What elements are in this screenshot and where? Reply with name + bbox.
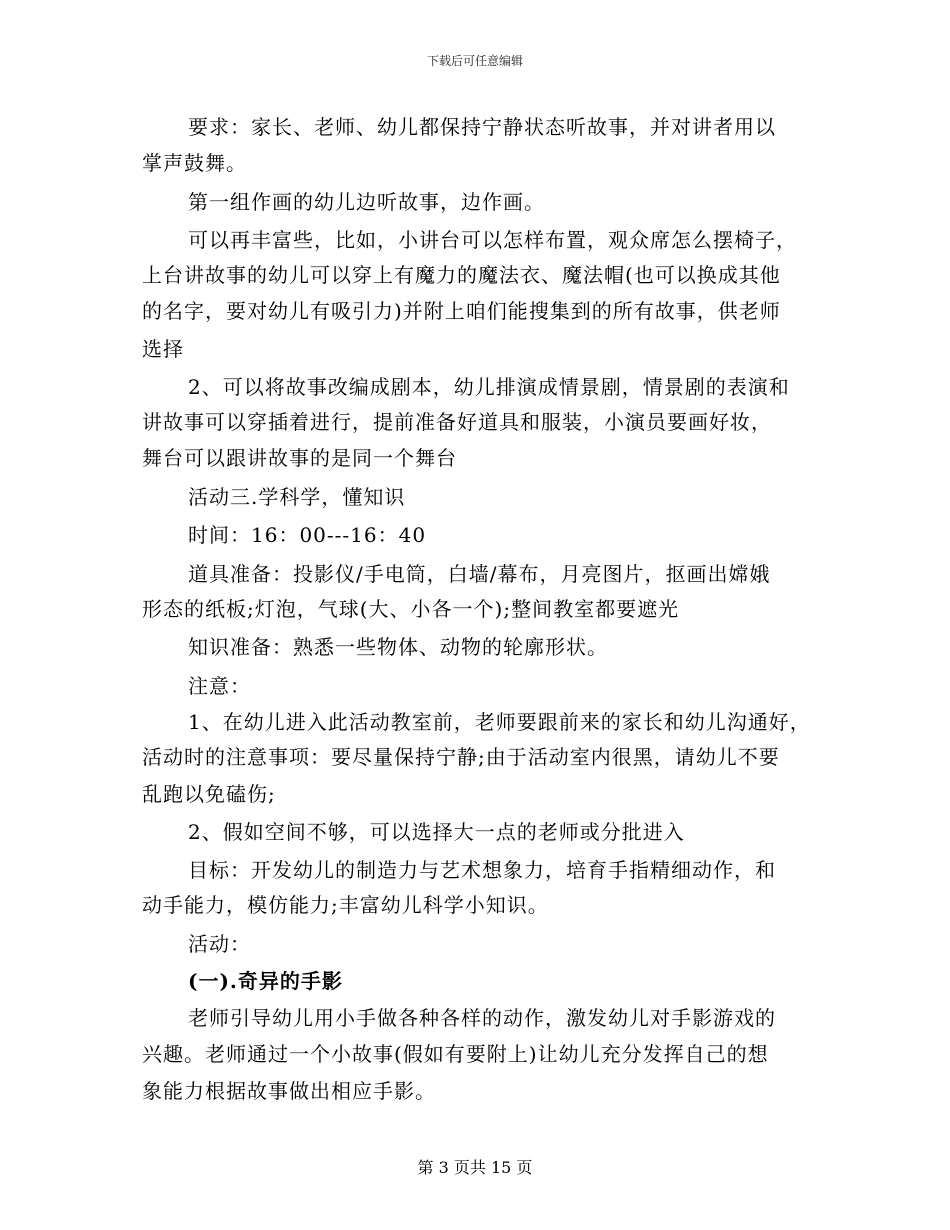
text-line: 象能力根据故事做出相应手影。 (142, 1079, 436, 1103)
text-line: 掌声鼓舞。 (142, 151, 247, 175)
text-line: 道具准备：投影仪/手电筒，白墙/幕布，月亮图片，抠画出嫦娥 (188, 562, 771, 586)
text-line: 活动时的注意事项：要尽量保持宁静;由于活动室内很黑，请幼儿不要 (142, 745, 780, 769)
text-line: 时间：16：00---16：40 (188, 523, 427, 547)
text-line: 形态的纸板;灯泡，气球(大、小各一个);整间教室都要遮光 (142, 597, 680, 621)
text-line: 讲故事可以穿插着进行，提前准备好道具和服装，小演员要画好妆， (142, 410, 772, 434)
text-line: 可以再丰富些，比如，小讲台可以怎样布置，观众席怎么摆椅子， (188, 228, 797, 252)
text-line: 注意： (188, 674, 251, 698)
subsection-heading: (一).奇异的手影 (188, 969, 343, 993)
text-line: 要求：家长、老师、幼儿都保持宁静状态听故事，并对讲者用以 (188, 115, 776, 139)
text-line: 兴趣。老师通过一个小故事(假如有要附上)让幼儿充分发挥自己的想 (142, 1042, 769, 1066)
text-line: 目标：开发幼儿的制造力与艺术想象力，培育手指精细动作，和 (188, 858, 776, 882)
page-header: 下载后可任意编辑 (426, 54, 523, 68)
text-line: 的名字，要对幼儿有吸引力)并附上咱们能搜集到的所有故事，供老师 (142, 299, 781, 323)
text-line: 老师引导幼儿用小手做各种各样的动作，激发幼儿对手影游戏的 (188, 1006, 776, 1030)
text-line: 1、在幼儿进入此活动教室前，老师要跟前来的家长和幼儿沟通好， (188, 710, 811, 734)
text-line: 上台讲故事的幼儿可以穿上有魔力的魔法衣、魔法帽(也可以换成其他 (142, 263, 781, 287)
text-line: 知识准备：熟悉一些物体、动物的轮廓形状。 (188, 635, 608, 659)
text-line: 选择 (142, 337, 184, 361)
text-line: 舞台可以跟讲故事的是同一个舞台 (142, 446, 457, 470)
page-footer: 第 3 页共 15 页 (417, 1158, 533, 1177)
text-line: 活动： (188, 932, 251, 956)
section-heading: 活动三.学科学，懂知识 (188, 485, 406, 509)
text-line: 2、假如空间不够，可以选择大一点的老师或分批进入 (188, 820, 685, 844)
text-line: 乱跑以免磕伤; (142, 782, 276, 806)
text-line: 2、可以将故事改编成剧本，幼儿排演成情景剧，情景剧的表演和 (188, 375, 790, 399)
text-line: 第一组作画的幼儿边听故事，边作画。 (188, 190, 545, 214)
text-line: 动手能力，模仿能力;丰富幼儿科学小知识。 (142, 893, 549, 917)
